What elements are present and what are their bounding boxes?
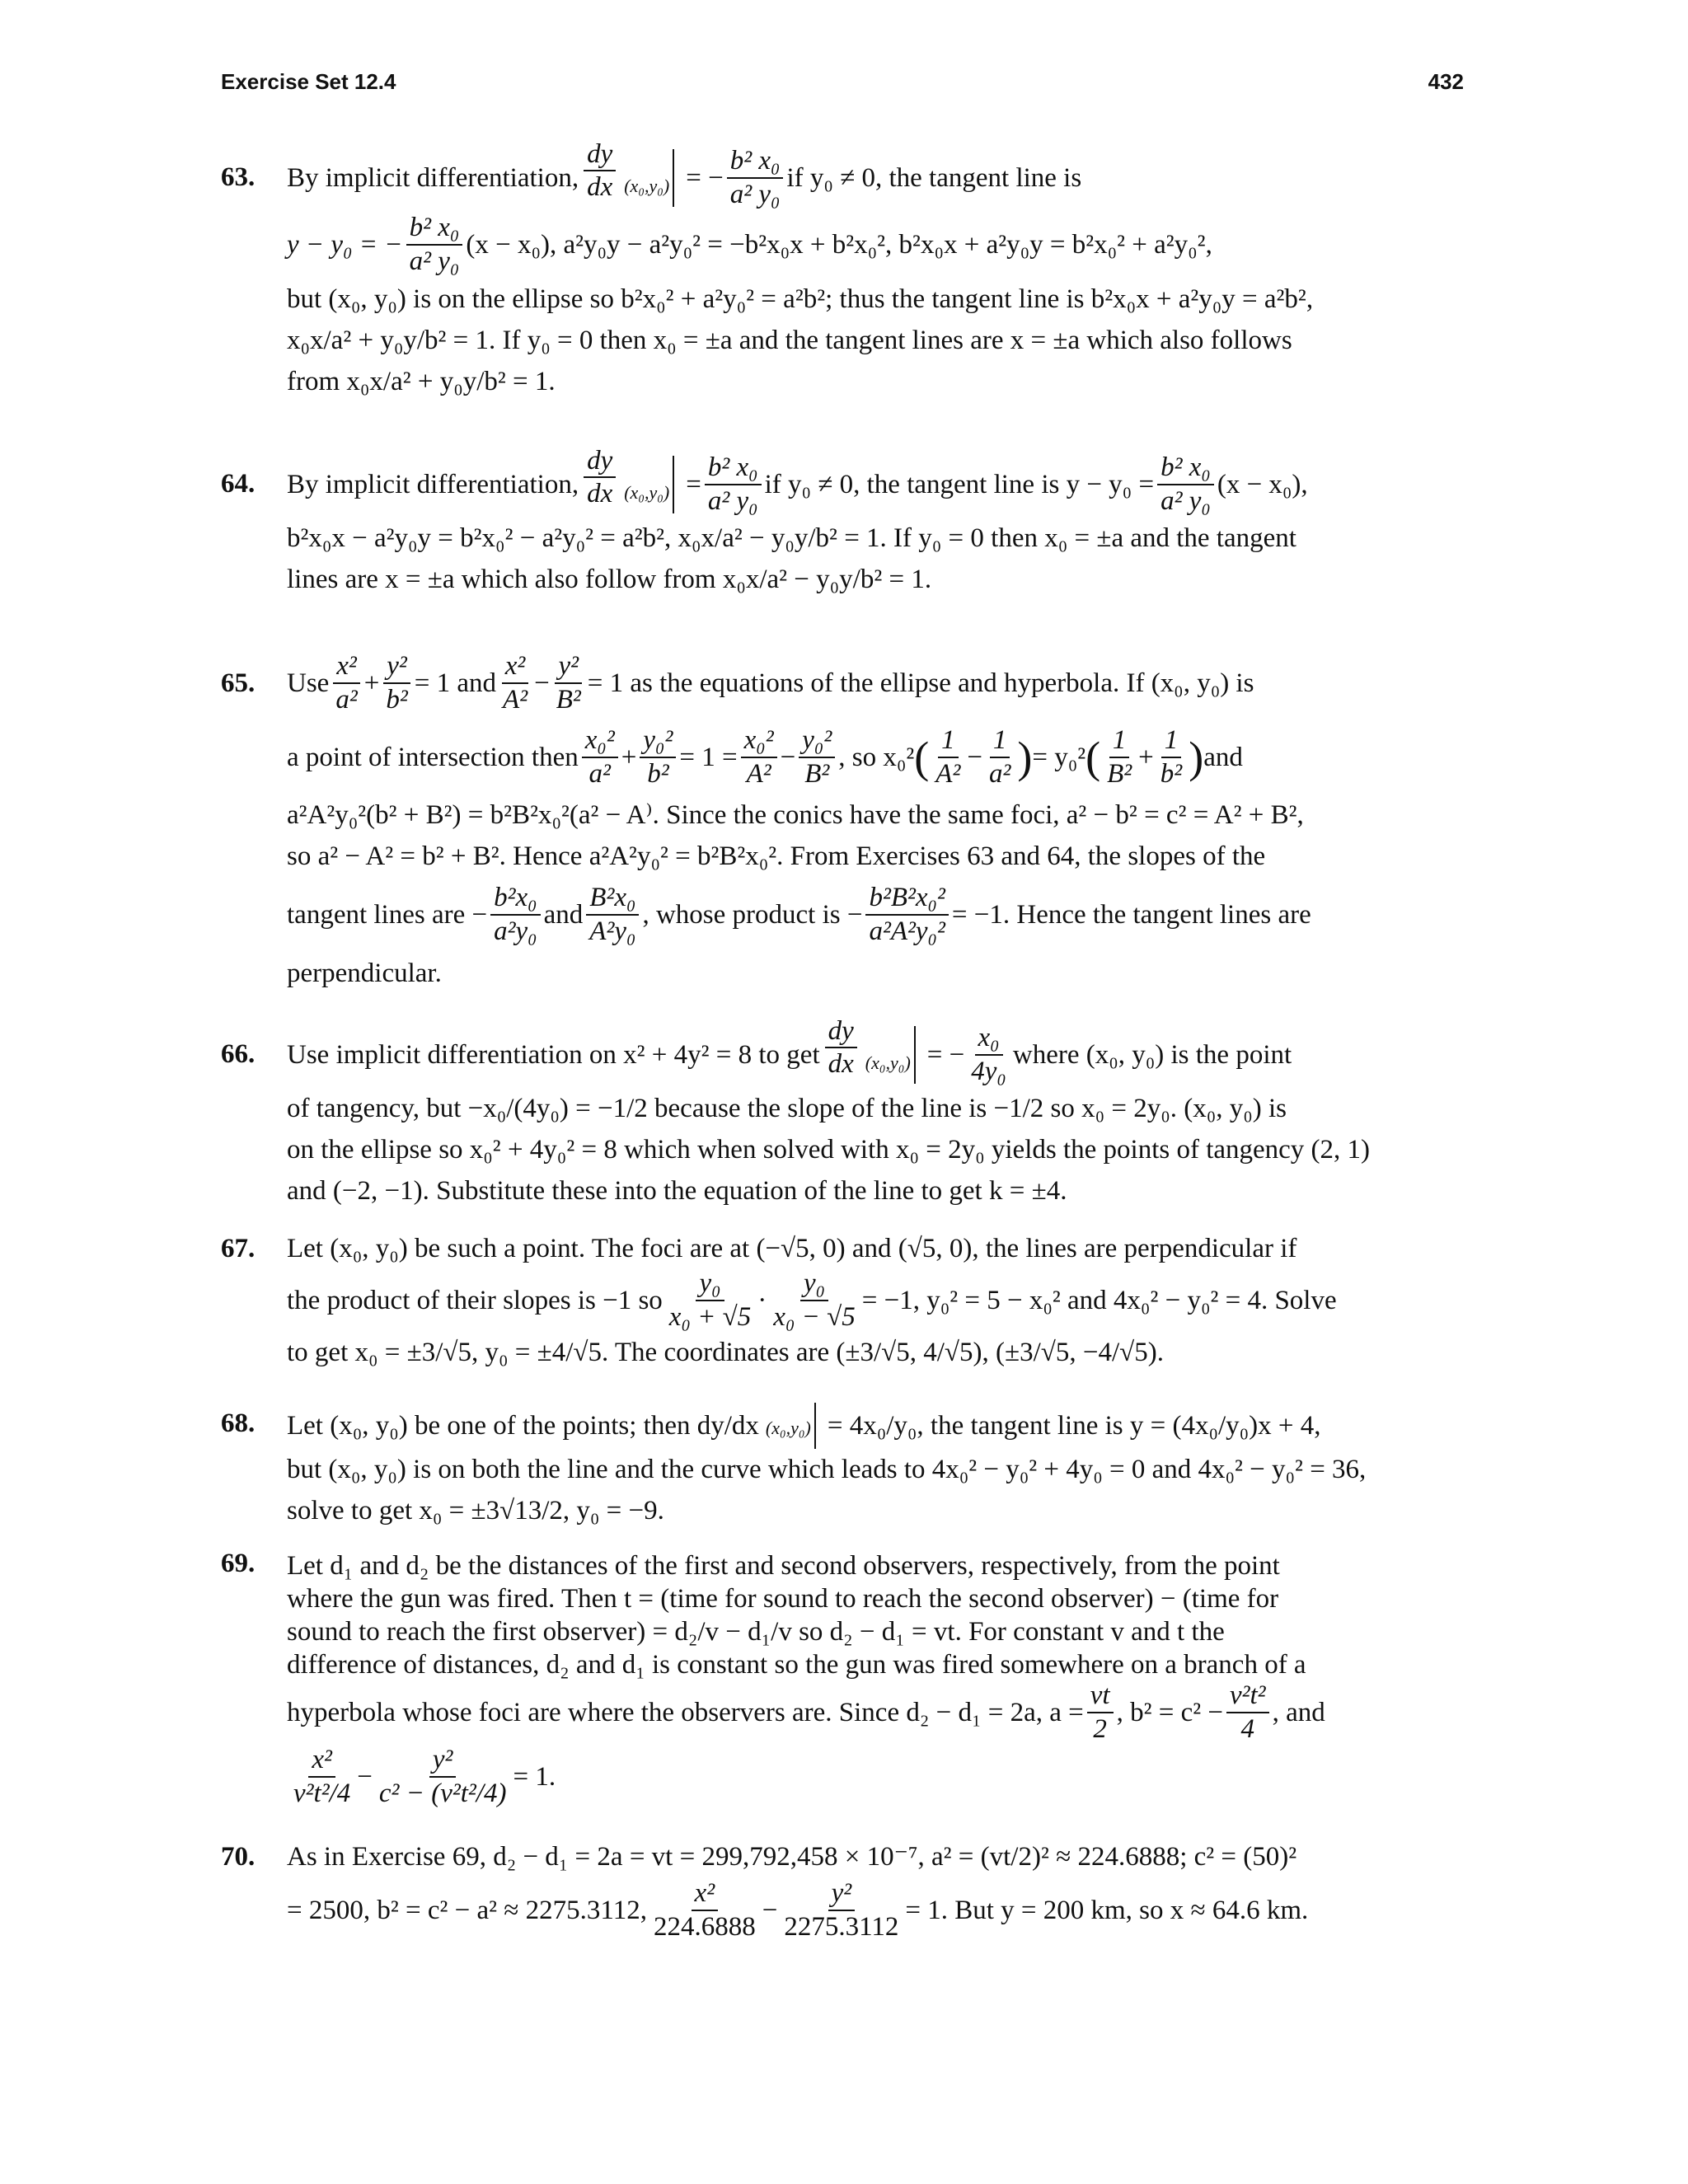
section-title: Exercise Set 12.4 — [221, 69, 396, 94]
denominator: a²A²y₀² — [869, 916, 945, 946]
text: (x − x₀), a²y₀y − a²y₀² = −b²x₀x + b²x₀², b²x₀x + a²y₀y = b²x₀² + a²y₀², — [466, 230, 1212, 260]
numerator: x₀² — [741, 726, 777, 758]
text: − — [967, 743, 982, 772]
text: and — [543, 900, 584, 930]
text: hyperbola whose foci are where the observers are. Since d₂ − d₁ = 2a, a = — [287, 1698, 1084, 1727]
exercise-line — [287, 1403, 1465, 1449]
text: Use implicit differentiation on x² + 4y² = 8 to get — [287, 1040, 820, 1070]
text: = 1 and — [414, 668, 497, 698]
exercise-line — [287, 1269, 1465, 1332]
numerator: x² — [308, 1746, 335, 1778]
fraction — [553, 652, 584, 714]
fraction — [705, 453, 762, 515]
fraction — [640, 726, 676, 788]
denominator: 4 — [1240, 1714, 1255, 1744]
fraction — [650, 1879, 759, 1941]
denominator: a² y₀ — [409, 246, 460, 276]
exercise-line: sound to reach the first observer) = d₂/v − d₁/v so d₂ − d₁ = vt. For constant v and t the — [287, 1617, 1225, 1647]
text: y − y₀ = − — [287, 230, 403, 260]
numerator: y₀ — [696, 1269, 724, 1301]
exercise-67 — [221, 1228, 1465, 1373]
denominator: a² — [335, 685, 358, 715]
denominator: 224.6888 — [653, 1912, 756, 1942]
denominator: b² — [1160, 759, 1183, 789]
numerator: y₀² — [640, 726, 676, 758]
numerator: y² — [828, 1879, 856, 1911]
exercise-line — [287, 138, 1465, 211]
exercise-line: of tangency, but −x₀/(4y₀) = −1/2 because the slope of the line is −1/2 so x₀ = 2y₀. (x₀, y₀) is — [287, 1094, 1287, 1123]
exercise-line: x₀x/a² + y₀y/b² = 1. If y₀ = 0 then x₀ = ±a and the tangent lines are x = ±a which also follows — [287, 326, 1292, 355]
text: = 4x₀/y₀, the tangent line is y = (4x₀/y₀)x + 4, — [827, 1411, 1321, 1441]
denominator: a² — [588, 759, 611, 789]
text: Let (x₀, y₀) be one of the points; then dy/dx — [287, 1411, 759, 1441]
numerator: v²t² — [1226, 1681, 1269, 1713]
numerator: dy — [825, 1017, 857, 1049]
text: a point of intersection then — [287, 743, 579, 772]
exercise-line — [287, 877, 1465, 953]
exercise-number: 64. — [221, 469, 256, 499]
numerator: b² x₀ — [727, 147, 784, 179]
text: − — [534, 668, 550, 698]
text: = 1. — [513, 1762, 556, 1792]
exercise-number: 69. — [221, 1549, 256, 1578]
text: = — [686, 470, 701, 499]
exercise-line: Let d₁ and d₂ be the distances of the first and second observers, respectively, from the point — [287, 1551, 1280, 1581]
fraction — [986, 726, 1014, 788]
numerator: b²B²x₀² — [865, 883, 948, 916]
exercise-line: difference of distances, d₂ and d₁ is constant so the gun was fired somewhere on a branch of a — [287, 1650, 1306, 1680]
fraction — [499, 652, 531, 714]
text: = y₀² — [1032, 743, 1086, 772]
denominator: x₀ + √5 — [668, 1302, 752, 1332]
exercise-line: from x₀x/a² + y₀y/b² = 1. — [287, 367, 556, 396]
numerator: B²x₀ — [586, 883, 639, 916]
exercise-69 — [221, 1549, 1465, 1810]
text: , and — [1272, 1698, 1325, 1727]
exercise-line: a point of intersection then $\frac{\text{x₀²}}{\text{a²}}$ + $\frac{\text{y₀²}}{\text{b²}}$ = 1 = $\frac{\text{x₀²}}{\text{A²}}$ − $\frac{\text{y₀²}}{\text{B²}}$ , so x₀² ( $\frac{1}{\text{A²}}$ − $\frac{1}{\text{a²}}$ ) = y₀² ( $\frac{1}{\text{B²}}$ + $\frac{1}{\text{b²}}$ ) and — [287, 725, 1243, 789]
denominator: A² — [746, 759, 771, 789]
exercise-line: and (−2, −1). Substitute these into the equation of the line to get k = ±4. — [287, 1176, 1067, 1206]
fraction — [584, 447, 616, 509]
exercise-63 — [221, 138, 1465, 402]
fraction — [770, 1269, 859, 1331]
text: the product of their slopes is −1 so — [287, 1286, 663, 1315]
fraction — [968, 1024, 1010, 1085]
denominator: a² y₀ — [707, 486, 758, 516]
text: = 1. But y = 200 km, so x ≈ 64.6 km. — [905, 1896, 1309, 1925]
exercise-68 — [221, 1403, 1465, 1531]
numerator: b² x₀ — [1157, 453, 1214, 485]
evaluation-bar — [580, 138, 674, 207]
text: if y₀ ≠ 0, the tangent line is — [786, 163, 1082, 193]
fraction — [584, 140, 616, 202]
fraction — [332, 652, 360, 714]
exercise-number: 67. — [221, 1234, 256, 1263]
text: − — [357, 1762, 373, 1792]
text: , b² = c² − — [1116, 1698, 1223, 1727]
fraction — [582, 726, 618, 788]
exercise-line: so a² − A² = b² + B². Hence a²A²y₀² = b²B²x₀². From Exercises 63 and 64, the slopes of the — [287, 841, 1266, 871]
numerator: x₀² — [582, 726, 618, 758]
subscript: (x₀,y₀) — [765, 1418, 811, 1438]
fraction — [781, 1879, 902, 1941]
exercise-line: on the ellipse so x₀² + 4y₀² = 8 which when solved with x₀ = 2y₀ yields the points of tangency (2, 1) — [287, 1135, 1371, 1165]
exercise-line: b²x₀x − a²y₀y = b²x₀² − a²y₀² = a²b², x₀x/a² − y₀y/b² = 1. If y₀ = 0 then x₀ = ±a and the tangent — [287, 523, 1296, 553]
denominator: a² — [988, 759, 1011, 789]
exercise-line: but (x₀, y₀) is on both the line and the curve which leads to 4x₀² − y₀² + 4y₀ = 0 and 4x₀² − y₀² = 36, — [287, 1455, 1367, 1484]
numerator: y₀ — [800, 1269, 828, 1301]
exercise-line: Let (x₀, y₀) be such a point. The foci are at (−√5, 0) and (√5, 0), the lines are perpendicular if — [287, 1234, 1297, 1263]
exercise-line: to get x₀ = ±3/√5, y₀ = ±4/√5. The coordinates are (±3/√5, 4/√5), (±3/√5, −4/√5). — [287, 1338, 1165, 1367]
text: − — [762, 1896, 778, 1925]
fraction — [666, 1269, 755, 1331]
numerator: x₀ — [975, 1024, 1003, 1056]
exercise-line — [287, 646, 1465, 720]
fraction — [382, 652, 410, 714]
numerator: b² x₀ — [406, 213, 463, 246]
denominator: 2 — [1093, 1714, 1107, 1744]
text: = − — [926, 1040, 965, 1070]
text: · — [757, 1286, 767, 1315]
exercise-line: a²A²y₀²(b² + B²) = b²B²x₀²(a² − A⁾. Since the conics have the same foci, a² − b² = c² = A² + B², — [287, 800, 1304, 830]
denominator: b² — [647, 759, 669, 789]
numerator: 1 — [1161, 726, 1182, 758]
exercise-66 — [221, 1015, 1465, 1212]
text: + — [621, 743, 637, 772]
numerator: b² x₀ — [705, 453, 762, 485]
numerator: y² — [555, 652, 582, 684]
fraction — [741, 726, 777, 788]
exercise-line — [287, 1744, 1465, 1810]
exercise-number: 70. — [221, 1842, 256, 1872]
numerator: 1 — [990, 726, 1010, 758]
exercise-line: lines are x = ±a which also follow from x₀x/a² − y₀y/b² = 1. — [287, 565, 932, 594]
denominator: a²y₀ — [494, 916, 537, 946]
exercise-line: where the gun was fired. Then t = (time for sound to reach the second observer) − (time for — [287, 1584, 1279, 1614]
numerator: y₀² — [799, 726, 835, 758]
text: = 2500, b² = c² − a² ≈ 2275.3112, — [287, 1896, 647, 1925]
denominator: B² — [804, 759, 830, 789]
text: = −1, y₀² = 5 − x₀² and 4x₀² − y₀² = 4. Solve — [861, 1286, 1337, 1315]
exercise-number: 63. — [221, 162, 256, 192]
exercise-70 — [221, 1836, 1465, 1943]
fraction — [1226, 1681, 1269, 1743]
numerator: 1 — [938, 726, 959, 758]
denominator: dx — [587, 479, 613, 509]
text: − — [780, 743, 796, 772]
subscript: (x₀,y₀) — [624, 176, 670, 196]
page-number: 432 — [1428, 69, 1464, 94]
exercise-line — [287, 1015, 1465, 1088]
fraction — [825, 1017, 857, 1079]
denominator: dx — [828, 1049, 854, 1080]
text: Use — [287, 668, 330, 698]
text: tangent lines are − — [287, 900, 488, 930]
denominator: x₀ − √5 — [773, 1302, 856, 1332]
text: and — [1203, 743, 1243, 772]
fraction — [1104, 726, 1135, 788]
text: By implicit differentiation, — [287, 163, 579, 193]
exercise-line — [287, 211, 1465, 279]
subscript: (x₀,y₀) — [865, 1052, 911, 1073]
exercise-line: perpendicular. — [287, 958, 442, 988]
evaluation-bar — [822, 1015, 916, 1084]
text: = 1 = — [679, 743, 738, 772]
text: = 1 as the equations of the ellipse and hyperbola. If (x₀, y₀) is — [587, 668, 1254, 698]
exercise-64 — [221, 445, 1465, 600]
text: , so x₀² — [838, 743, 915, 772]
exercise-65 — [221, 646, 1465, 994]
exercise-number: 65. — [221, 668, 256, 698]
fraction — [865, 883, 948, 945]
denominator: a² y₀ — [1160, 486, 1211, 516]
denominator: c² − (v²t²/4) — [378, 1779, 507, 1808]
text: = −1. Hence the tangent lines are — [951, 900, 1311, 930]
denominator: A² — [503, 685, 528, 715]
subscript: (x₀,y₀) — [624, 482, 670, 503]
text: if y₀ ≠ 0, the tangent line is y − y₀ = — [764, 470, 1155, 499]
denominator: A² — [935, 759, 961, 789]
denominator: dx — [587, 172, 613, 203]
numerator: dy — [584, 447, 616, 479]
fraction — [932, 726, 964, 788]
text: , whose product is − — [642, 900, 863, 930]
text: By implicit differentiation, — [287, 470, 579, 499]
text: where (x₀, y₀) is the point — [1012, 1040, 1292, 1070]
exercise-line: As in Exercise 69, d₂ − d₁ = 2a = vt = 299,792,458 × 10⁻⁷, a² = (vt/2)² ≈ 224.6888; c² = (50)² — [287, 1842, 1297, 1872]
fraction — [1157, 453, 1214, 515]
text: + — [1138, 743, 1154, 772]
numerator: x² — [692, 1879, 719, 1911]
numerator: dy — [584, 140, 616, 172]
exercise-number: 66. — [221, 1039, 256, 1069]
text: (x − x₀), — [1217, 470, 1308, 499]
numerator: x² — [502, 652, 529, 684]
denominator: B² — [556, 685, 581, 715]
exercise-line: solve to get x₀ = ±3√13/2, y₀ = −9. — [287, 1496, 664, 1526]
numerator: y² — [429, 1746, 457, 1778]
exercise-line — [287, 445, 1465, 518]
fraction — [1157, 726, 1185, 788]
evaluation-bar — [580, 445, 674, 513]
numerator: 1 — [1109, 726, 1130, 758]
text: = − — [686, 163, 724, 193]
fraction — [490, 883, 541, 945]
fraction — [376, 1746, 510, 1807]
fraction — [799, 726, 835, 788]
text: + — [363, 668, 380, 698]
exercise-line: but (x₀, y₀) is on the ellipse so b²x₀² + a²y₀² = a²b²; thus the tangent line is b²x₀x + a²y₀y = a²b², — [287, 284, 1314, 314]
denominator: 4y₀ — [971, 1057, 1006, 1086]
numerator: y² — [383, 652, 410, 684]
fraction — [1087, 1681, 1114, 1743]
fraction — [586, 883, 639, 945]
numerator: x² — [333, 652, 360, 684]
numerator: vt — [1087, 1681, 1114, 1713]
denominator: B² — [1107, 759, 1132, 789]
denominator: a² y₀ — [729, 180, 781, 209]
exercise-line — [287, 1877, 1465, 1943]
denominator: A²y₀ — [589, 916, 636, 946]
fraction — [290, 1746, 354, 1807]
exercise-number: 68. — [221, 1408, 256, 1438]
fraction — [406, 213, 463, 275]
evaluation-bar — [761, 1403, 816, 1449]
fraction — [727, 147, 784, 209]
exercise-line — [287, 1681, 1465, 1744]
denominator: v²t²/4 — [293, 1779, 351, 1808]
denominator: b² — [386, 685, 408, 715]
denominator: 2275.3112 — [784, 1912, 899, 1942]
numerator: b²x₀ — [490, 883, 541, 916]
